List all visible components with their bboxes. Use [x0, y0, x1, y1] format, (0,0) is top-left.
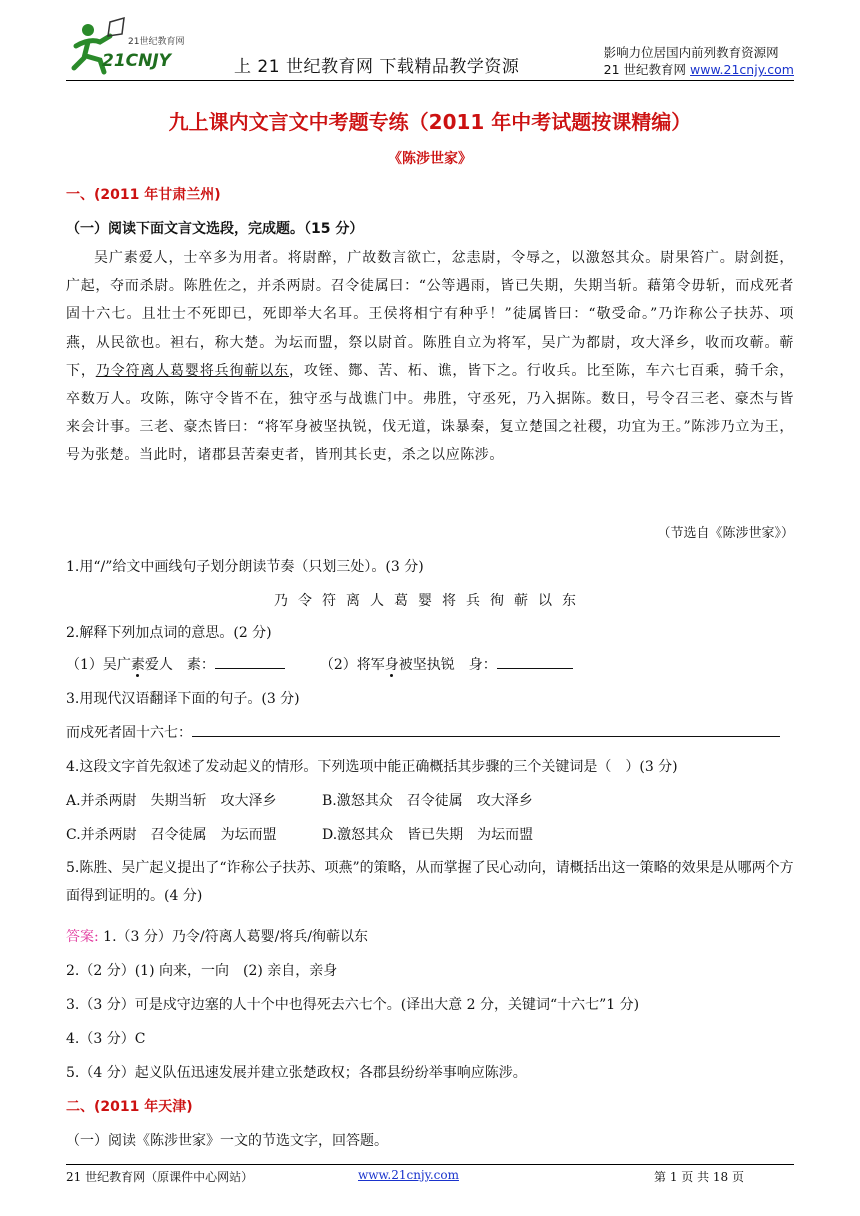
q2a-dotted-word: 素 [130, 657, 145, 673]
site-logo[interactable] [66, 16, 226, 80]
question-1-sentence: 乃令符离人葛婴将兵徇蕲以东 [274, 593, 586, 609]
section1-instruction: （一）阅读下面文言文选段，完成题。（15 分） [66, 221, 364, 237]
question-4: 4.这段文字首先叙述了发动起义的情形。下列选项中能正确概括其步骤的三个关键词是（ ）(3 分) [66, 759, 678, 775]
q4-options-row1 [66, 790, 533, 810]
q2b-prefix: （2）将军 [319, 657, 385, 673]
header-site-link[interactable]: www.21cnjy.com [690, 62, 794, 77]
q4-option-c: C.并杀两尉 召令徒属 为坛而盟 [66, 827, 277, 843]
header-slogan: 上 21 世纪教育网 下载精品教学资源 [234, 57, 520, 77]
q4-option-d: D.激怒其众 皆已失期 为坛而盟 [322, 827, 534, 843]
answer-label: 答案: [66, 929, 99, 945]
passage [66, 244, 794, 470]
q2a-answer-blank[interactable] [215, 654, 285, 669]
q3-answer-blank[interactable] [192, 722, 780, 737]
q3-sentence: 而戍死者固十六七： [66, 725, 192, 741]
question-2: 2.解释下列加点词的意思。(2 分) [66, 625, 272, 641]
q2a-prefix: （1）吴广 [66, 657, 131, 673]
runner-logo-icon [66, 16, 226, 80]
q4-options-row2 [66, 824, 533, 844]
logo-cn-text: 21世纪教育网 [128, 37, 185, 47]
answer-5: 5.（4 分）起义队伍迅速发展并建立张楚政权；各郡县纷纷举事响应陈涉。 [66, 1065, 527, 1081]
answer-4: 4.（3 分）C [66, 1031, 146, 1047]
footer-divider [66, 1164, 794, 1165]
passage-underlined-sentence: 乃令符离人葛婴将兵徇蕲以东 [95, 362, 289, 379]
passage-source: （节选自《陈涉世家》） [657, 526, 794, 541]
q2b-suffix: 被坚执锐 身： [398, 657, 497, 673]
question-5: 5.陈胜、吴广起义提出了“诈称公子扶苏、项燕”的策略，从而掌握了民心动向，请概括出这一策略的效果是从哪两个方面得到证明的。(4 分) [66, 860, 794, 904]
header-divider [66, 80, 794, 81]
page-header [66, 16, 794, 82]
question-3-line [66, 722, 780, 742]
question-3: 3.用现代汉语翻译下面的句子。(3 分) [66, 691, 300, 707]
q2b-dotted-word: 身 [384, 657, 399, 673]
footer-site-link[interactable]: www.21cnjy.com [358, 1168, 459, 1182]
question-1: 1.用“/”给文中画线句子划分朗读节奏（只划三处）。(3 分) [66, 559, 424, 575]
answer-3: 3.（3 分）可是戍守边塞的人十个中也得死去六七个。(译出大意 2 分，关键词“十六七”1 分) [66, 997, 640, 1013]
q2a-suffix: 爱人 素： [144, 657, 215, 673]
page-title: 九上课内文言文中考题专练（2011 年中考试题按课精编） [168, 110, 692, 134]
question-2-items [66, 654, 573, 674]
footer-left: 21 世纪教育网（原课件中心网站） [66, 1170, 254, 1184]
logo-en-text: 21CNJY [102, 51, 171, 71]
answer-1-line [66, 926, 368, 946]
header-site-name: 21 世纪教育网 [603, 62, 691, 77]
header-right-info [604, 44, 794, 78]
passage-before: 吴广素爱人，士卒多为用者。将尉醉，广故数言欲亡，忿恚尉，令辱之，以激怒其众。尉果笞广。尉剑挺，广起，夺而杀尉。陈胜佐之，并杀两尉。召令徒属曰：“公等遇雨，皆已失期，失期当斩。藉第令毋斩，而戍死者固十六七。且壮士不死即已，死即举大名耳。王侯将相宁有种乎！”徒属皆曰：“敬受命。”乃诈称公子扶苏、项燕，从民欲也。袒右，称大楚。为坛而盟，祭以尉首。陈胜自立为将军，吴广为都尉，攻大泽乡，收而攻蕲。蕲下， [66, 250, 794, 379]
answer-2: 2.（2 分）(1) 向来，一向 (2) 亲自，亲身 [66, 963, 338, 979]
page-subtitle: 《陈涉世家》 [388, 151, 472, 167]
section2-instruction: （一）阅读《陈涉世家》一文的节选文字，回答题。 [66, 1133, 388, 1149]
passage-after: ，攻铚、酂、苦、柘、谯，皆下之。行收兵。比至陈，车六七百乘，骑千余，卒数万人。攻陈，陈守令皆不在，独守丞与战谯门中。弗胜，守丞死，乃入据陈。数日，号令召三老、豪杰与皆来会计事。三老、豪杰皆曰：“将军身被坚执锐，伐无道，诛暴秦，复立楚国之社稷，功宜为王。”陈涉乃立为王，号为张楚。当此时，诸郡县苦秦吏者，皆刑其长吏，杀之以应陈涉。 [66, 362, 794, 464]
q4-option-a: A.并杀两尉 失期当斩 攻大泽乡 [66, 793, 277, 809]
answer-1: 1.（3 分）乃令/符离人葛婴/将兵/徇蕲以东 [103, 929, 369, 945]
footer-center [358, 1168, 459, 1182]
q2b-answer-blank[interactable] [497, 654, 573, 669]
section1-heading: 一、(2011 年甘肃兰州) [66, 187, 221, 203]
header-tagline: 影响力位居国内前列教育资源网 [603, 45, 779, 60]
footer-page-number: 第 1 页 共 18 页 [654, 1170, 744, 1184]
section2-heading: 二、(2011 年天津) [66, 1099, 193, 1115]
header-site-line [604, 61, 794, 78]
q4-option-b: B.激怒其众 召令徒属 攻大泽乡 [322, 793, 533, 809]
